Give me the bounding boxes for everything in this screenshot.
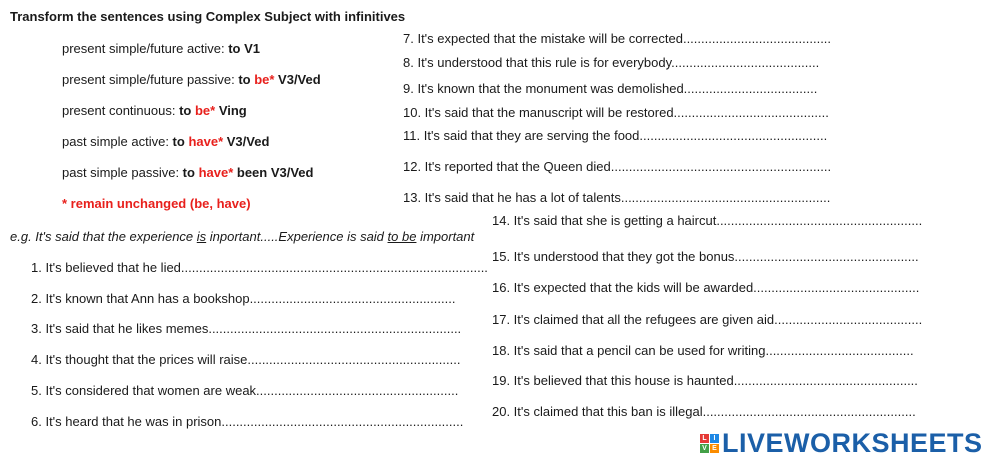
logo-letter-i: I: [710, 434, 719, 443]
rule-past-simple-active: [62, 134, 269, 149]
question-17: 17. It's claimed that all the refugees are given aid.........................................: [492, 312, 923, 327]
question-2: 2. It's known that Ann has a bookshop.........................................................: [31, 291, 456, 306]
question-7: 7. It's expected that the mistake will be corrected.........................................: [403, 31, 832, 46]
rule-form-post: V3/Ved: [223, 134, 270, 149]
logo-letter-v: V: [700, 444, 709, 453]
example-underline: to be: [387, 229, 417, 244]
question-11: 11. It's said that they are serving the food....................................................: [403, 128, 828, 143]
rule-form-post: been V3/Ved: [233, 165, 314, 180]
question-20: 20. It's claimed that this ban is illegal...........................................................: [492, 404, 916, 419]
rule-label: present continuous:: [62, 103, 180, 118]
question-3: 3. It's said that he likes memes......................................................................: [31, 321, 462, 336]
example-underline: is: [196, 229, 207, 244]
logo-icon: [700, 434, 719, 453]
logo-text: LIVEWORKSHEETS: [722, 428, 983, 458]
question-18: 18. It's said that a pencil can be used for writing.........................................: [492, 343, 914, 358]
question-4: 4. It's thought that the prices will raise...........................................................: [31, 352, 461, 367]
rule-label: past simple active:: [62, 134, 173, 149]
question-13: 13. It's said that he has a lot of talents..........................................................: [403, 190, 831, 205]
rule-past-simple-passive: [62, 165, 313, 180]
rule-present-continuous: [62, 103, 247, 118]
rule-form-red: be*: [194, 103, 216, 118]
question-9: 9. It's known that the monument was demolished.....................................: [403, 81, 818, 96]
page-title: Transform the sentences using Complex Subject with infinitives: [10, 9, 406, 24]
example-sentence: [10, 229, 474, 244]
rule-form-post: V3/Ved: [274, 72, 321, 87]
rule-label: present simple/future active:: [62, 41, 229, 56]
example-part: e.g. It's said that the experience: [10, 229, 197, 244]
rule-label: present simple/future passive:: [62, 72, 239, 87]
rule-form-red: be*: [254, 72, 275, 87]
question-6: 6. It's heard that he was in prison...................................................................: [31, 414, 464, 429]
rule-form-pre: to: [179, 103, 195, 118]
rule-present-simple-passive: [62, 72, 321, 87]
question-19: 19. It's believed that this house is haunted...................................................: [492, 373, 918, 388]
logo-letter-l: L: [700, 434, 709, 443]
question-15: 15. It's understood that they got the bonus...................................................: [492, 249, 919, 264]
question-16: 16. It's expected that the kids will be awarded..............................................: [492, 280, 920, 295]
rule-form-post: Ving: [215, 103, 247, 118]
rule-form-pre: to: [238, 72, 255, 87]
question-1: 1. It's believed that he lied.....................................................................................: [31, 260, 488, 275]
question-12: 12. It's reported that the Queen died.............................................................: [403, 159, 832, 174]
rule-form: to V1: [228, 41, 260, 56]
question-5: 5. It's considered that women are weak........................................................: [31, 383, 459, 398]
rule-note: * remain unchanged (be, have): [62, 196, 251, 211]
rule-form-red: have*: [188, 134, 224, 149]
liveworksheets-logo[interactable]: [700, 428, 983, 459]
question-10: 10. It's said that the manuscript will be restored...........................................: [403, 105, 829, 120]
rule-label: past simple passive:: [62, 165, 183, 180]
example-part: inportant.....Experience is said: [206, 229, 388, 244]
rule-form-pre: to: [182, 165, 199, 180]
rule-form-pre: to: [172, 134, 189, 149]
rule-present-simple-active: [62, 41, 260, 56]
example-part: important: [416, 229, 475, 244]
question-8: 8. It's understood that this rule is for everybody.........................................: [403, 55, 820, 70]
rule-form-red: have*: [198, 165, 234, 180]
question-14: 14. It's said that she is getting a haircut.........................................................: [492, 213, 923, 228]
logo-letter-e: E: [710, 444, 719, 453]
